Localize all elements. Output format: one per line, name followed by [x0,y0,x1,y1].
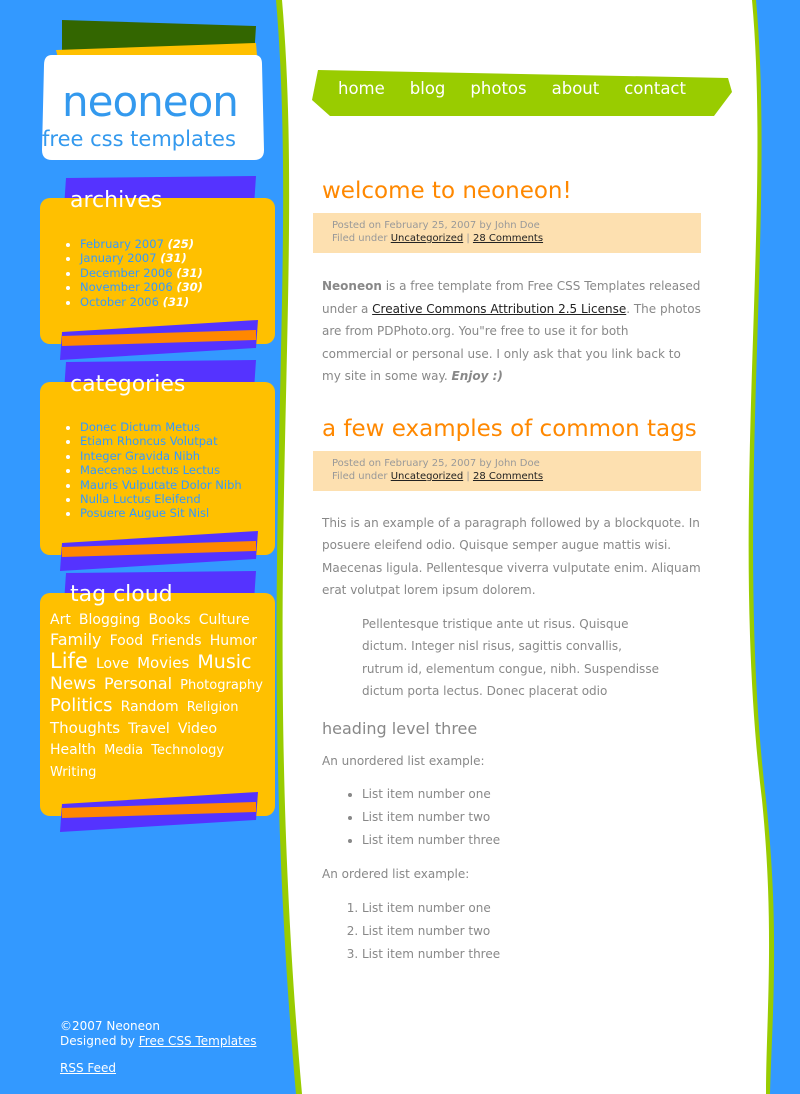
main-nav [338,78,711,100]
tag-link[interactable]: Media [104,743,144,758]
category-item[interactable]: • Nulla Luctus Eleifend [80,492,242,506]
tag-link[interactable]: Art [50,612,71,628]
post-meta [313,451,701,491]
list-item: 2. List item number two [362,920,702,943]
categories-box [40,360,275,560]
archive-item[interactable]: • December 2006 (31) [80,266,203,280]
tag-cloud [50,609,266,783]
heading-level-three: heading level three [322,718,478,738]
post-paragraph: This is an example of a paragraph followed by a blockquote. In posuere eleifend odio. Quisque semper augue mattis wisi. Maecenas ligula. Pellentesque viverra vulputate enim. Aliquam erat volutpat lorem ipsum dolorem. [322,515,701,597]
tag-link[interactable]: Love [95,656,129,672]
list-item: • List item number two [362,806,702,829]
designer-link[interactable]: Free CSS Templates [138,1034,257,1048]
ul-intro: An unordered list example: [322,753,485,768]
tag-link[interactable]: Personal [104,674,173,693]
archive-item[interactable]: • October 2006 (31) [80,295,203,309]
meta-separator: | [466,470,470,482]
nav-blog[interactable]: blog [409,79,446,98]
category-item[interactable]: • Posuere Augue Sit Nisl [80,506,242,520]
list-item: 3. List item number three [362,943,702,966]
tag-link[interactable]: Religion [186,700,239,715]
site-name: neoneon [62,77,238,126]
post-paragraph: Neoneon is a free template from Free CSS Templates released under a Creative Commons Attribution 2.5 License. The photos are from PDPhoto.org. You"re free to use it for both commercial or personal use. I only ask that you link back to my site in some way. Enjoy :) [322,279,701,383]
category-link[interactable]: Uncategorized [390,233,464,244]
list-item: • List item number one [362,783,702,806]
tag-link[interactable]: Friends [151,633,202,649]
nav-contact[interactable]: contact [624,79,686,98]
nav-photos[interactable]: photos [470,79,527,98]
post-body [322,512,702,966]
archive-item[interactable]: • February 2007 (25) [80,237,203,251]
comments-link[interactable]: 28 Comments [472,470,544,482]
meta-separator: | [466,233,470,244]
post-date: Posted on February 25, 2007 by John Doe [332,457,540,469]
tag-link[interactable]: Music [197,651,252,673]
site-logo[interactable] [40,20,266,165]
post-title[interactable]: a few examples of common tags [322,415,697,442]
tag-link[interactable]: Travel [128,721,170,737]
archives-title: archives [70,188,163,213]
ol-intro: An ordered list example: [322,867,470,881]
category-item[interactable]: • Donec Dictum Metus [80,420,242,434]
tag-link[interactable]: Thoughts [50,719,121,737]
tagcloud-title: tag cloud [70,582,173,607]
comments-link[interactable]: 28 Comments [472,233,544,244]
tag-link[interactable]: Books [148,612,191,628]
tagcloud-box [40,571,275,821]
license-link[interactable]: Creative Commons Attribution 2.5 License [372,301,627,316]
category-item[interactable]: • Maecenas Luctus Lectus [80,463,242,477]
designed-by: Designed by Free CSS Templates [60,1034,257,1048]
post-meta [313,213,701,253]
tag-link[interactable]: Writing [50,765,97,780]
tag-link[interactable]: Life [50,649,88,673]
nav-home[interactable]: home [338,79,385,98]
tag-link[interactable]: Family [50,630,102,649]
ordered-list [362,897,702,966]
tag-link[interactable]: Humor [209,633,258,649]
category-link[interactable]: Uncategorized [390,470,464,482]
tag-link[interactable]: Technology [151,743,225,758]
tag-link[interactable]: Food [109,633,144,649]
site-tagline: free css templates [42,127,236,151]
categories-list [80,420,242,521]
categories-title: categories [70,372,186,397]
tag-link[interactable]: Politics [50,695,113,716]
tag-link[interactable]: Video [177,721,218,737]
blockquote: Pellentesque tristique ante ut risus. Quisque dictum. Integer nisl risus, sagittis convallis, rutrum id, elementum congue, nibh. Suspendisse dictum porta lectus. Donec placerat odio [362,616,659,698]
category-item[interactable]: • Integer Gravida Nibh [80,449,242,463]
list-item: 1. List item number one [362,897,702,920]
main-content [322,176,702,977]
post-body [322,275,702,388]
archive-item[interactable]: • January 2007 (31) [80,251,203,265]
category-item[interactable]: • Mauris Vulputate Dolor Nibh [80,478,242,492]
rss-feed-link[interactable]: RSS Feed [60,1061,117,1075]
post-title[interactable]: welcome to neoneon! [322,178,572,204]
tag-link[interactable]: News [50,674,96,694]
post-date: Posted on February 25, 2007 by John Doe [332,220,540,231]
tag-link[interactable]: Movies [137,654,190,672]
post [322,414,702,966]
archives-list [80,237,203,309]
category-item[interactable]: • Etiam Rhoncus Volutpat [80,434,242,448]
tag-link[interactable]: Blogging [78,612,141,628]
filed-under-label: Filed under [332,470,388,482]
post [322,176,702,388]
filed-under-label: Filed under [332,233,388,244]
unordered-list [362,783,702,852]
nav-about[interactable]: about [551,79,600,98]
copyright: ©2007 Neoneon [60,1019,160,1033]
archives-box [40,176,275,346]
footer [60,1019,257,1076]
tag-link[interactable]: Culture [198,612,250,628]
list-item: • List item number three [362,829,702,852]
tag-link[interactable]: Photography [180,678,263,693]
tag-link[interactable]: Random [120,699,179,715]
archive-item[interactable]: • November 2006 (30) [80,280,203,294]
tag-link[interactable]: Health [50,742,96,758]
